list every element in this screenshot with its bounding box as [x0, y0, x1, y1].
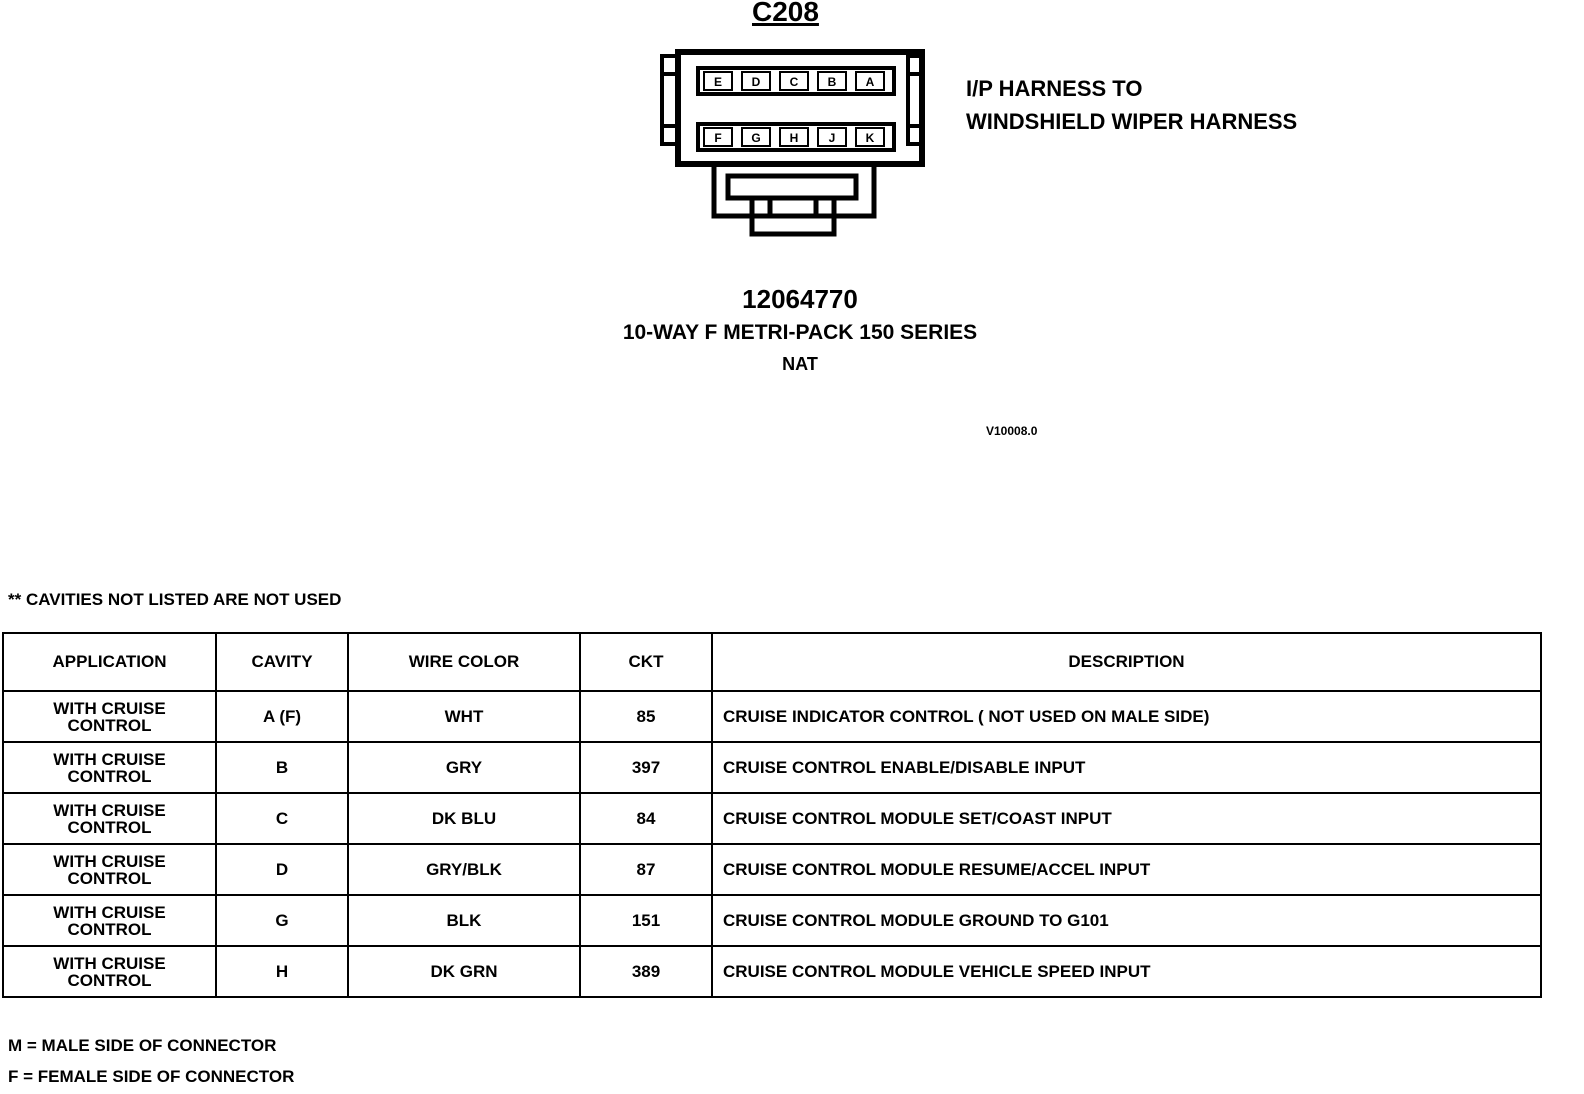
- cell-cavity: B: [216, 742, 348, 793]
- application-line: WITH CRUISE: [53, 851, 166, 871]
- cell-ckt: 151: [580, 895, 712, 946]
- top-cavity-row: [698, 68, 894, 94]
- cell-cavity: C: [216, 793, 348, 844]
- cell-application: [3, 844, 216, 895]
- cell-wire-color: DK GRN: [348, 946, 580, 997]
- drawing-id: V10008.0: [986, 424, 1038, 438]
- legend-male: M = MALE SIDE OF CONNECTOR: [8, 1036, 277, 1055]
- cell-description: CRUISE CONTROL MODULE SET/COAST INPUT: [712, 793, 1541, 844]
- cavity-label: A: [865, 75, 875, 89]
- header-ckt: CKT: [580, 633, 712, 691]
- cell-cavity: H: [216, 946, 348, 997]
- cell-ckt: 389: [580, 946, 712, 997]
- cell-description: CRUISE CONTROL MODULE GROUND TO G101: [712, 895, 1541, 946]
- cell-description: CRUISE CONTROL MODULE VEHICLE SPEED INPUT: [712, 946, 1541, 997]
- header-application: APPLICATION: [3, 633, 216, 691]
- harness-line-1: I/P HARNESS TO: [966, 76, 1143, 101]
- cell-application: [3, 946, 216, 997]
- cell-cavity: A (F): [216, 691, 348, 742]
- cavity-table: [2, 632, 1542, 998]
- cell-application: [3, 742, 216, 793]
- table-row: [3, 946, 1541, 997]
- cell-description: CRUISE CONTROL ENABLE/DISABLE INPUT: [712, 742, 1541, 793]
- header-wire-color: WIRE COLOR: [348, 633, 580, 691]
- header-cavity: CAVITY: [216, 633, 348, 691]
- cavity-label: C: [789, 75, 799, 89]
- cavity-label: B: [827, 75, 837, 89]
- cavity-label: K: [865, 131, 875, 145]
- harness-line-2: WINDSHIELD WIPER HARNESS: [966, 109, 1298, 134]
- cell-cavity: D: [216, 844, 348, 895]
- cavity-label: E: [713, 75, 723, 89]
- cell-wire-color: DK BLU: [348, 793, 580, 844]
- unused-cavities-note: ** CAVITIES NOT LISTED ARE NOT USED: [8, 590, 342, 609]
- application-line: WITH CRUISE: [53, 953, 166, 973]
- table-row: [3, 895, 1541, 946]
- cell-wire-color: BLK: [348, 895, 580, 946]
- application-line: WITH CRUISE: [53, 749, 166, 769]
- cell-ckt: 87: [580, 844, 712, 895]
- bottom-cavity-row: [698, 124, 894, 150]
- harness-description: [966, 72, 1297, 138]
- application-line: WITH CRUISE: [53, 698, 166, 718]
- cell-ckt: 397: [580, 742, 712, 793]
- application-line: CONTROL: [67, 715, 152, 735]
- cell-ckt: 84: [580, 793, 712, 844]
- cell-wire-color: GRY/BLK: [348, 844, 580, 895]
- connector-title: C208: [752, 0, 819, 27]
- application-line: CONTROL: [67, 868, 152, 888]
- connector-series: 10-WAY F METRI-PACK 150 SERIES: [622, 321, 978, 344]
- cell-application: [3, 793, 216, 844]
- cavity-label: F: [714, 131, 722, 145]
- cell-description: CRUISE CONTROL MODULE RESUME/ACCEL INPUT: [712, 844, 1541, 895]
- cavity-label: D: [751, 75, 761, 89]
- cell-wire-color: GRY: [348, 742, 580, 793]
- application-line: CONTROL: [67, 817, 152, 837]
- application-line: CONTROL: [67, 919, 152, 939]
- cavity-label: H: [789, 131, 799, 145]
- part-number: 12064770: [742, 284, 858, 314]
- connector-face-diagram: [650, 44, 940, 244]
- cavity-label: G: [751, 131, 761, 145]
- cell-cavity: G: [216, 895, 348, 946]
- table-header-row: [3, 633, 1541, 691]
- application-line: WITH CRUISE: [53, 800, 166, 820]
- application-line: CONTROL: [67, 766, 152, 786]
- legend-female: F = FEMALE SIDE OF CONNECTOR: [8, 1067, 295, 1086]
- table-row: [3, 742, 1541, 793]
- cell-ckt: 85: [580, 691, 712, 742]
- connector-color: NAT: [782, 354, 818, 374]
- table-row: [3, 844, 1541, 895]
- table-row: [3, 793, 1541, 844]
- table-row: [3, 691, 1541, 742]
- cell-wire-color: WHT: [348, 691, 580, 742]
- connector-lock-tab: [714, 164, 874, 234]
- cell-application: [3, 691, 216, 742]
- header-description: DESCRIPTION: [712, 633, 1541, 691]
- application-line: CONTROL: [67, 970, 152, 990]
- cell-application: [3, 895, 216, 946]
- cavity-label: J: [828, 131, 836, 145]
- application-line: WITH CRUISE: [53, 902, 166, 922]
- cell-description: CRUISE INDICATOR CONTROL ( NOT USED ON MALE SIDE): [712, 691, 1541, 742]
- legend: [8, 1030, 294, 1092]
